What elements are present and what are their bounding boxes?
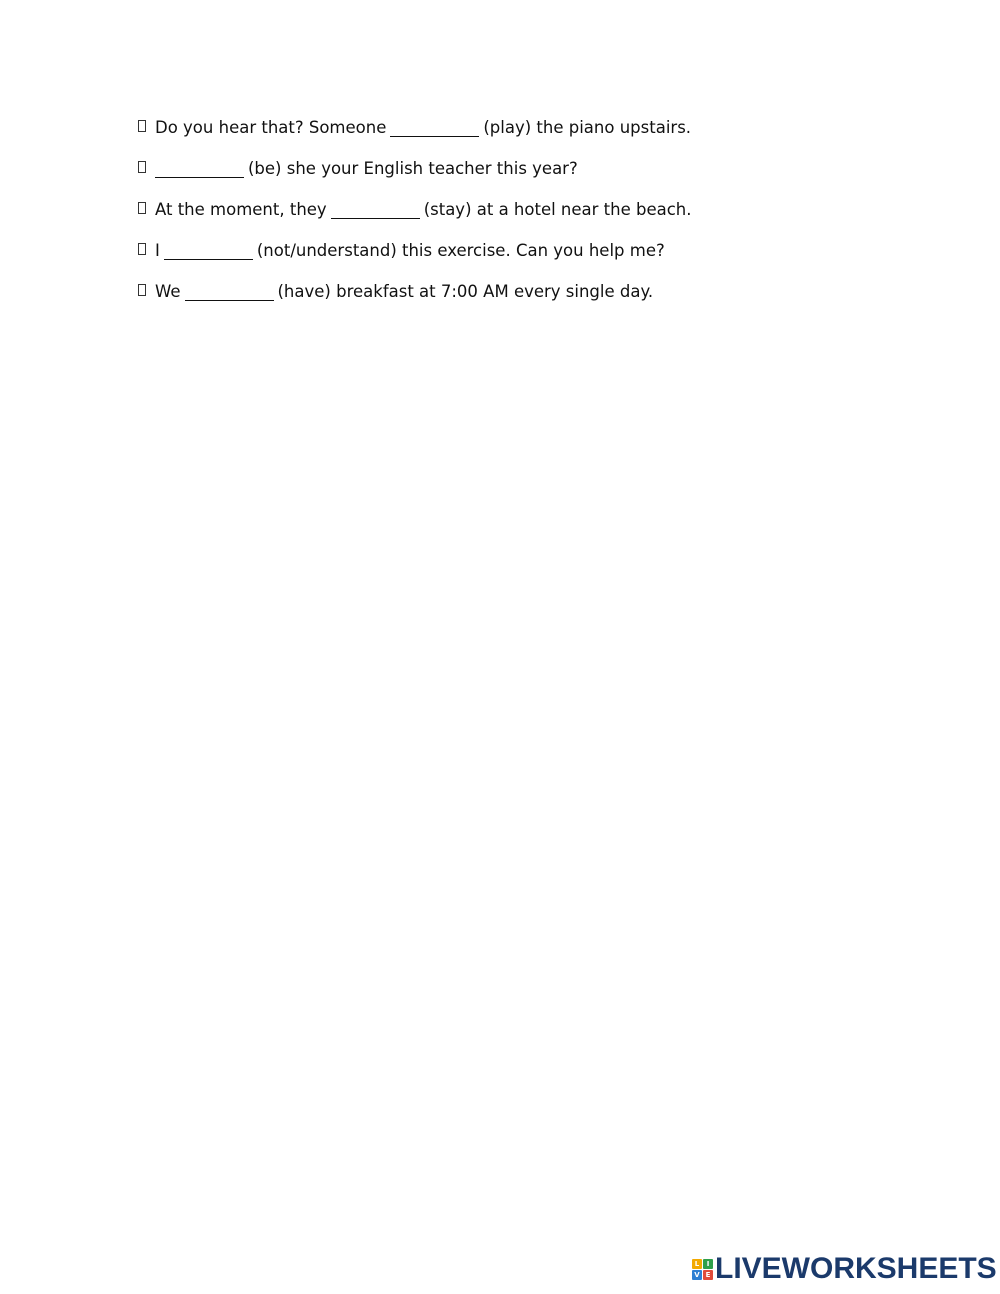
answer-blank[interactable] xyxy=(390,120,479,137)
sentence-start: Do you hear that? Someone xyxy=(155,118,387,137)
answer-blank[interactable] xyxy=(185,284,274,301)
answer-blank[interactable] xyxy=(155,161,244,178)
liveworksheets-logo[interactable] xyxy=(692,1252,997,1285)
exercise-item-2 xyxy=(138,157,898,181)
logo-mark-icon xyxy=(692,1259,713,1280)
sentence-end: (stay) at a hotel near the beach. xyxy=(423,200,692,219)
bullet-icon xyxy=(138,243,146,255)
sentence-end: (have) breakfast at 7:00 AM every single day. xyxy=(277,282,654,301)
bullet-icon xyxy=(138,202,146,214)
bullet-icon xyxy=(138,284,146,296)
sentence-end: (be) she your English teacher this year? xyxy=(248,159,578,178)
answer-blank[interactable] xyxy=(331,202,420,219)
logo-tile-i: I xyxy=(703,1259,713,1269)
exercise-item-3 xyxy=(138,198,898,222)
worksheet xyxy=(138,116,898,321)
logo-tile-v: V xyxy=(692,1270,702,1280)
bullet-icon xyxy=(138,161,146,173)
exercise-item-1 xyxy=(138,116,898,140)
sentence-end: (play) the piano upstairs. xyxy=(483,118,692,137)
bullet-icon xyxy=(138,120,146,132)
sentence-start: I xyxy=(155,241,160,260)
logo-tile-l: L xyxy=(692,1259,702,1269)
sentence-start: We xyxy=(155,282,181,301)
sentence-start: At the moment, they xyxy=(155,200,327,219)
sentence-end: (not/understand) this exercise. Can you help me? xyxy=(256,241,665,260)
exercise-item-5 xyxy=(138,280,898,304)
exercise-item-4 xyxy=(138,239,898,263)
logo-wordmark: LIVEWORKSHEETS xyxy=(715,1252,997,1285)
answer-blank[interactable] xyxy=(164,243,253,260)
logo-tile-e: E xyxy=(703,1270,713,1280)
